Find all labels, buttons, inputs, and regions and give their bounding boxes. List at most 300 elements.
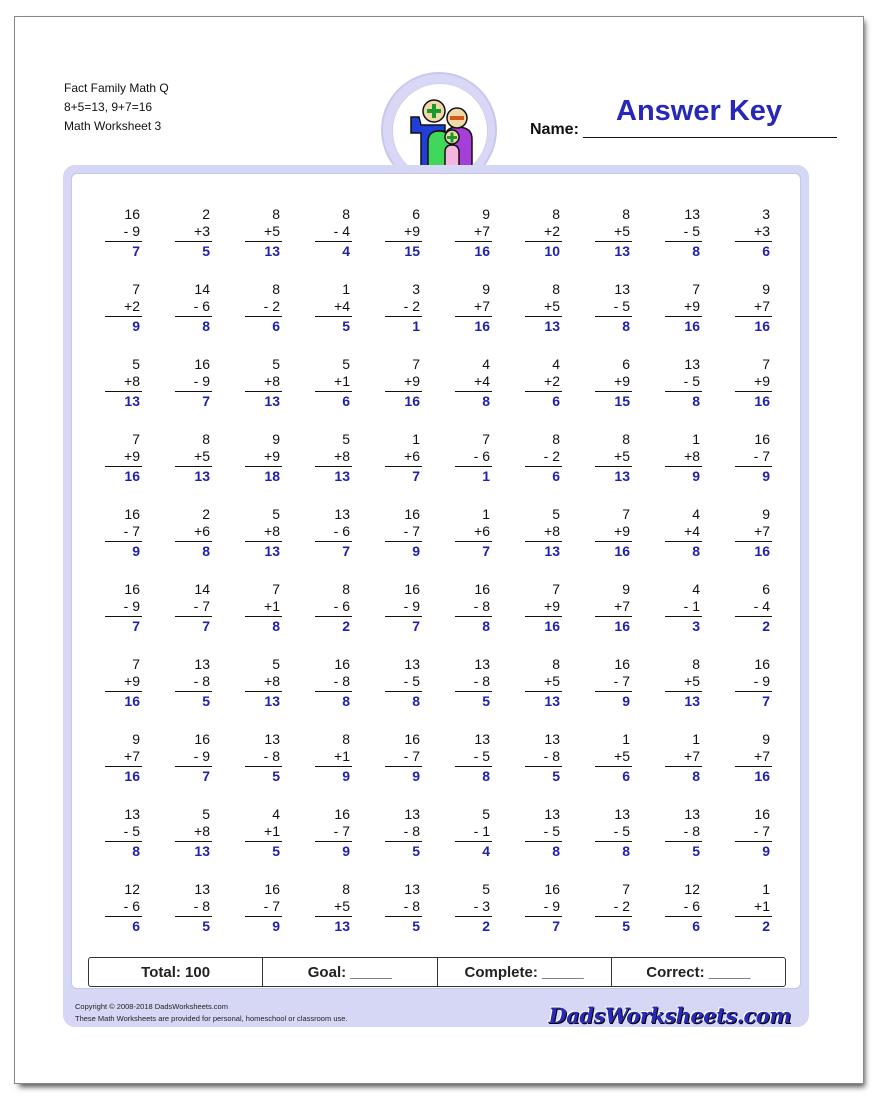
problem-1-5 [382,206,422,264]
problem-operator-number: - 8 [403,823,420,839]
problem-answer: 3 [692,618,700,634]
problem-rule [105,316,142,317]
problem-answer: 8 [482,768,490,784]
problem-top-number: 13 [404,881,420,897]
problem-5-6 [452,506,492,564]
problem-answer: 7 [132,618,140,634]
problem-top-number: 8 [342,206,350,222]
problem-answer: 5 [622,918,630,934]
problem-answer: 16 [124,693,140,709]
problem-rule [665,541,702,542]
problem-operator-number: +7 [474,298,490,314]
problem-top-number: 8 [552,281,560,297]
problem-top-number: 13 [334,506,350,522]
problem-answer: 10 [544,243,560,259]
problem-rule [245,841,282,842]
problem-rule [175,766,212,767]
problem-operator-number: - 7 [123,523,140,539]
problem-rule [385,541,422,542]
problem-rule [525,691,562,692]
problem-top-number: 7 [132,656,140,672]
problem-rule [455,541,492,542]
problem-8-1 [102,731,142,789]
problem-rule [595,691,632,692]
problem-top-number: 8 [272,281,280,297]
problem-operator-number: - 8 [193,673,210,689]
problem-operator-number: +9 [404,373,420,389]
problem-operator-number: - 5 [473,748,490,764]
problem-answer: 9 [412,768,420,784]
problem-top-number: 4 [482,356,490,372]
problem-rule [665,241,702,242]
problem-operator-number: - 5 [403,673,420,689]
problem-answer: 13 [614,468,630,484]
problem-operator-number: - 3 [473,898,490,914]
problem-operator-number: - 5 [683,373,700,389]
problem-top-number: 8 [552,206,560,222]
problem-6-7 [522,581,562,639]
problem-5-4 [312,506,352,564]
problem-answer: 8 [692,768,700,784]
problem-top-number: 16 [754,806,770,822]
problem-rule [245,616,282,617]
problem-answer: 16 [614,618,630,634]
problem-3-6 [452,356,492,414]
problem-operator-number: +9 [264,448,280,464]
problem-rule [595,916,632,917]
problem-answer: 9 [132,318,140,334]
problem-operator-number: - 7 [263,898,280,914]
problem-9-5 [382,806,422,864]
answer-key-title: Answer Key [616,95,783,127]
problem-answer: 5 [202,693,210,709]
problem-operator-number: +4 [684,523,700,539]
problem-top-number: 14 [194,581,210,597]
problem-rule [665,916,702,917]
problem-answer: 8 [692,543,700,559]
problem-answer: 5 [342,318,350,334]
problem-rule [595,241,632,242]
problem-rule [245,766,282,767]
problem-2-8 [592,281,632,339]
problem-answer: 13 [544,318,560,334]
problem-7-6 [452,656,492,714]
problem-answer: 8 [412,693,420,709]
problem-2-1 [102,281,142,339]
problem-top-number: 13 [684,206,700,222]
problem-answer: 9 [342,843,350,859]
problem-operator-number: +1 [264,823,280,839]
problem-2-3 [242,281,282,339]
usage-notice: These Math Worksheets are provided for personal, homeschool or classroom use. [75,1014,348,1023]
problem-rule [105,241,142,242]
problem-top-number: 16 [264,881,280,897]
problem-operator-number: +6 [404,448,420,464]
problem-answer: 6 [272,318,280,334]
problem-top-number: 12 [124,881,140,897]
problem-1-3 [242,206,282,264]
name-field [530,97,834,139]
problem-rule [105,916,142,917]
problem-top-number: 5 [272,356,280,372]
problem-top-number: 5 [482,806,490,822]
problem-top-number: 1 [342,281,350,297]
problem-top-number: 7 [412,356,420,372]
problem-operator-number: +5 [544,673,560,689]
problem-rule [105,391,142,392]
problem-top-number: 16 [124,206,140,222]
problem-9-10 [732,806,772,864]
problem-answer: 15 [614,393,630,409]
problem-operator-number: +6 [194,523,210,539]
problem-answer: 8 [622,318,630,334]
problem-rule [315,616,352,617]
problem-answer: 13 [264,693,280,709]
problem-7-4 [312,656,352,714]
problem-top-number: 1 [762,881,770,897]
problem-2-5 [382,281,422,339]
problem-operator-number: - 8 [543,748,560,764]
problem-answer: 9 [342,768,350,784]
problem-rule [105,541,142,542]
problem-rule [735,316,772,317]
problem-operator-number: +1 [334,748,350,764]
problem-top-number: 16 [404,731,420,747]
problem-operator-number: +2 [544,373,560,389]
problem-top-number: 7 [692,281,700,297]
problem-rule [595,841,632,842]
problem-answer: 16 [754,768,770,784]
problem-3-3 [242,356,282,414]
problem-rule [455,691,492,692]
problem-4-10 [732,431,772,489]
problem-operator-number: +8 [544,523,560,539]
problem-6-4 [312,581,352,639]
problem-10-9 [662,881,702,939]
problem-top-number: 13 [474,731,490,747]
problem-top-number: 8 [622,431,630,447]
score-bar [88,957,786,987]
problem-rule [385,316,422,317]
problem-operator-number: +8 [124,373,140,389]
problem-answer: 8 [552,843,560,859]
problem-top-number: 4 [692,581,700,597]
problem-answer: 7 [202,618,210,634]
problem-top-number: 16 [334,806,350,822]
problem-answer: 13 [124,393,140,409]
problem-answer: 7 [552,918,560,934]
problem-answer: 7 [342,543,350,559]
problem-answer: 7 [412,618,420,634]
problem-answer: 13 [264,543,280,559]
problem-top-number: 1 [692,431,700,447]
problem-rule [315,841,352,842]
problem-answer: 8 [342,693,350,709]
problem-rule [455,391,492,392]
problem-7-7 [522,656,562,714]
problem-top-number: 8 [622,206,630,222]
problem-operator-number: - 1 [683,598,700,614]
problem-answer: 16 [124,768,140,784]
problem-top-number: 13 [404,806,420,822]
problem-rule [525,391,562,392]
problem-operator-number: +6 [474,523,490,539]
problem-rule [595,391,632,392]
problem-top-number: 2 [202,206,210,222]
problem-operator-number: - 6 [333,523,350,539]
problem-5-9 [662,506,702,564]
problem-top-number: 5 [202,806,210,822]
problem-rule [385,466,422,467]
problem-operator-number: - 7 [193,598,210,614]
problem-rule [315,241,352,242]
problem-2-2 [172,281,212,339]
problem-top-number: 7 [272,581,280,597]
problem-frame [63,165,809,1027]
problem-6-9 [662,581,702,639]
problem-operator-number: - 9 [193,748,210,764]
problem-10-3 [242,881,282,939]
problem-top-number: 9 [622,581,630,597]
problem-operator-number: +5 [614,448,630,464]
problem-2-4 [312,281,352,339]
problem-operator-number: +5 [614,748,630,764]
problem-2-7 [522,281,562,339]
problem-rule [105,691,142,692]
problem-top-number: 8 [692,656,700,672]
problem-answer: 2 [762,918,770,934]
problem-answer: 13 [684,693,700,709]
problem-top-number: 3 [412,281,420,297]
problem-operator-number: +7 [754,748,770,764]
problem-9-9 [662,806,702,864]
problem-rule [385,691,422,692]
problem-top-number: 4 [272,806,280,822]
problem-rule [245,691,282,692]
problem-answer: 16 [474,318,490,334]
problem-answer: 8 [622,843,630,859]
problem-operator-number: - 8 [683,823,700,839]
problem-answer: 6 [692,918,700,934]
problem-answer: 9 [622,693,630,709]
problem-answer: 5 [412,843,420,859]
problem-4-1 [102,431,142,489]
problem-operator-number: +8 [194,823,210,839]
problem-top-number: 9 [482,281,490,297]
problem-top-number: 13 [544,731,560,747]
problem-rule [595,766,632,767]
problem-9-1 [102,806,142,864]
problem-10-2 [172,881,212,939]
problem-answer: 6 [622,768,630,784]
problem-operator-number: +7 [614,598,630,614]
problem-9-3 [242,806,282,864]
problem-operator-number: +5 [264,223,280,239]
problem-operator-number: - 6 [123,898,140,914]
problem-answer: 7 [202,768,210,784]
problem-top-number: 12 [684,881,700,897]
problem-operator-number: +7 [754,298,770,314]
problem-answer: 5 [202,918,210,934]
problem-rule [245,466,282,467]
problem-top-number: 7 [552,581,560,597]
problem-3-2 [172,356,212,414]
problem-3-4 [312,356,352,414]
problem-rule [665,616,702,617]
problem-6-8 [592,581,632,639]
copyright-line: Copyright © 2008-2018 DadsWorksheets.com [75,1002,228,1011]
problem-answer: 13 [334,918,350,934]
problem-top-number: 16 [404,581,420,597]
problem-rule [455,841,492,842]
problem-top-number: 8 [552,656,560,672]
problem-rule [735,241,772,242]
title-line-1: Fact Family Math Q [64,81,169,95]
problem-rule [665,466,702,467]
problem-operator-number: +8 [334,448,350,464]
problem-top-number: 16 [194,731,210,747]
problem-8-6 [452,731,492,789]
problem-operator-number: +7 [754,523,770,539]
problem-answer: 5 [552,768,560,784]
problem-2-9 [662,281,702,339]
problem-rule [525,466,562,467]
problem-rule [175,916,212,917]
problem-operator-number: +8 [264,673,280,689]
problem-operator-number: +2 [124,298,140,314]
problem-top-number: 14 [194,281,210,297]
copyright-notice [75,1001,348,1025]
problem-answer: 8 [482,618,490,634]
dadsworksheets-logo[interactable]: DadsWorksheets.com [548,1003,791,1028]
problem-answer: 6 [552,393,560,409]
problem-operator-number: +5 [334,898,350,914]
problem-rule [665,691,702,692]
problem-operator-number: +7 [124,748,140,764]
problem-9-2 [172,806,212,864]
problem-answer: 7 [482,543,490,559]
problem-operator-number: - 8 [263,748,280,764]
problem-top-number: 16 [194,356,210,372]
problem-rule [315,916,352,917]
problem-rule [105,841,142,842]
problem-7-8 [592,656,632,714]
problem-top-number: 13 [614,806,630,822]
problem-operator-number: - 5 [683,223,700,239]
problem-rule [105,766,142,767]
problem-top-number: 16 [124,581,140,597]
problem-answer: 7 [202,393,210,409]
problem-answer: 16 [544,618,560,634]
problem-rule [105,616,142,617]
problem-top-number: 1 [692,731,700,747]
problem-rule [385,616,422,617]
problem-answer: 16 [684,318,700,334]
problem-answer: 8 [202,318,210,334]
problem-answer: 6 [132,918,140,934]
problem-operator-number: - 7 [333,823,350,839]
problem-top-number: 3 [762,206,770,222]
problem-rule [735,391,772,392]
problem-operator-number: +1 [754,898,770,914]
problem-answer: 5 [272,843,280,859]
problem-rule [315,541,352,542]
problem-operator-number: +8 [264,373,280,389]
problem-answer: 8 [692,393,700,409]
name-label: Name: [530,121,579,138]
problem-answer: 5 [272,768,280,784]
problem-top-number: 7 [482,431,490,447]
problem-rule [455,766,492,767]
problem-operator-number: - 4 [333,223,350,239]
problem-top-number: 8 [272,206,280,222]
problem-answer: 8 [482,393,490,409]
problem-6-3 [242,581,282,639]
problem-operator-number: +5 [684,673,700,689]
problem-answer: 6 [342,393,350,409]
problem-rule [525,916,562,917]
problem-rule [525,616,562,617]
problem-top-number: 13 [264,731,280,747]
problem-9-7 [522,806,562,864]
problem-answer: 5 [692,843,700,859]
problem-answer: 4 [482,843,490,859]
problem-8-4 [312,731,352,789]
problem-top-number: 7 [622,881,630,897]
problem-answer: 2 [482,918,490,934]
problem-answer: 9 [272,918,280,934]
problem-5-5 [382,506,422,564]
problem-3-5 [382,356,422,414]
problem-rule [315,766,352,767]
problem-top-number: 16 [754,431,770,447]
problem-answer: 8 [272,618,280,634]
problem-answer: 9 [132,543,140,559]
problem-operator-number: +7 [684,748,700,764]
problem-answer: 13 [194,468,210,484]
problem-rule [175,316,212,317]
problem-operator-number: +9 [404,223,420,239]
problem-8-7 [522,731,562,789]
problem-operator-number: +8 [264,523,280,539]
problem-10-8 [592,881,632,939]
problem-7-9 [662,656,702,714]
problem-answer: 5 [412,918,420,934]
problem-operator-number: +9 [684,298,700,314]
problem-top-number: 1 [482,506,490,522]
problem-operator-number: - 6 [683,898,700,914]
problem-answer: 16 [754,318,770,334]
problem-4-8 [592,431,632,489]
problem-top-number: 16 [544,881,560,897]
problem-rule [595,316,632,317]
problem-operator-number: +3 [194,223,210,239]
score-goal: Goal: _____ [263,958,437,986]
problem-8-10 [732,731,772,789]
problem-rule [315,391,352,392]
problem-operator-number: +1 [334,373,350,389]
problem-top-number: 16 [334,656,350,672]
problem-operator-number: - 2 [613,898,630,914]
problem-operator-number: +9 [614,523,630,539]
problem-top-number: 13 [544,806,560,822]
problem-rule [245,316,282,317]
problem-operator-number: - 5 [123,823,140,839]
problem-answer: 13 [544,543,560,559]
problem-top-number: 13 [684,806,700,822]
problem-operator-number: - 2 [543,448,560,464]
problem-rule [735,766,772,767]
